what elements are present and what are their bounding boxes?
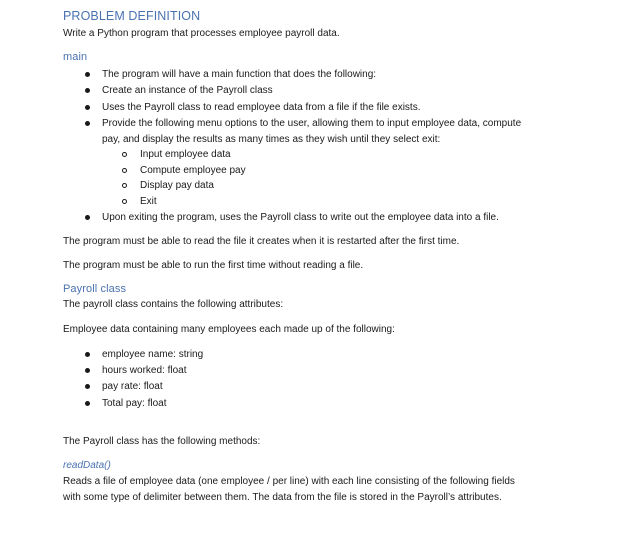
main-bullet-1: The program will have a main function that does the following: <box>102 67 376 83</box>
menu-option-display: Display pay data <box>140 178 214 194</box>
method-readdata-description: Reads a file of employee data (one employee / per line) with each line consisting of the following fields with some type of delimiter between them. The data from the file is stored in the Payroll’s attributes. <box>63 476 515 503</box>
methods-intro: The Payroll class has the following methods: <box>63 436 261 447</box>
note-read-file: The program must be able to read the file it creates when it is restarted after the first time. <box>63 236 460 247</box>
menu-option-exit: Exit <box>140 194 157 210</box>
payroll-class-heading: Payroll class <box>63 283 127 295</box>
main-bullet-3: Uses the Payroll class to read employee data from a file if the file exists. <box>102 100 420 116</box>
field-total-pay: Total pay: float <box>102 396 166 412</box>
main-bullet-exit: Upon exiting the program, uses the Payroll class to write out the employee data into a file. <box>102 210 499 226</box>
method-readdata-heading: readData() <box>63 460 111 471</box>
menu-option-compute: Compute employee pay <box>140 163 246 179</box>
main-bullet-4: Provide the following menu options to the user, allowing them to input employee data, compute pay, and display the results as many times as they wish until they select exit: <box>102 116 532 147</box>
field-hours-worked: hours worked: float <box>102 363 187 379</box>
menu-option-input: Input employee data <box>140 147 231 163</box>
employee-data-intro: Employee data containing many employees each made up of the following: <box>63 324 395 335</box>
field-employee-name: employee name: string <box>102 347 203 363</box>
payroll-attributes-intro: The payroll class contains the following attributes: <box>63 299 284 310</box>
field-pay-rate: pay rate: float <box>102 379 163 395</box>
main-bullet-2: Create an instance of the Payroll class <box>102 83 273 99</box>
note-first-run: The program must be able to run the first time without reading a file. <box>63 260 364 271</box>
problem-definition-heading: PROBLEM DEFINITION <box>63 9 201 23</box>
problem-intro: Write a Python program that processes employee payroll data. <box>63 28 340 39</box>
main-heading: main <box>63 51 88 63</box>
